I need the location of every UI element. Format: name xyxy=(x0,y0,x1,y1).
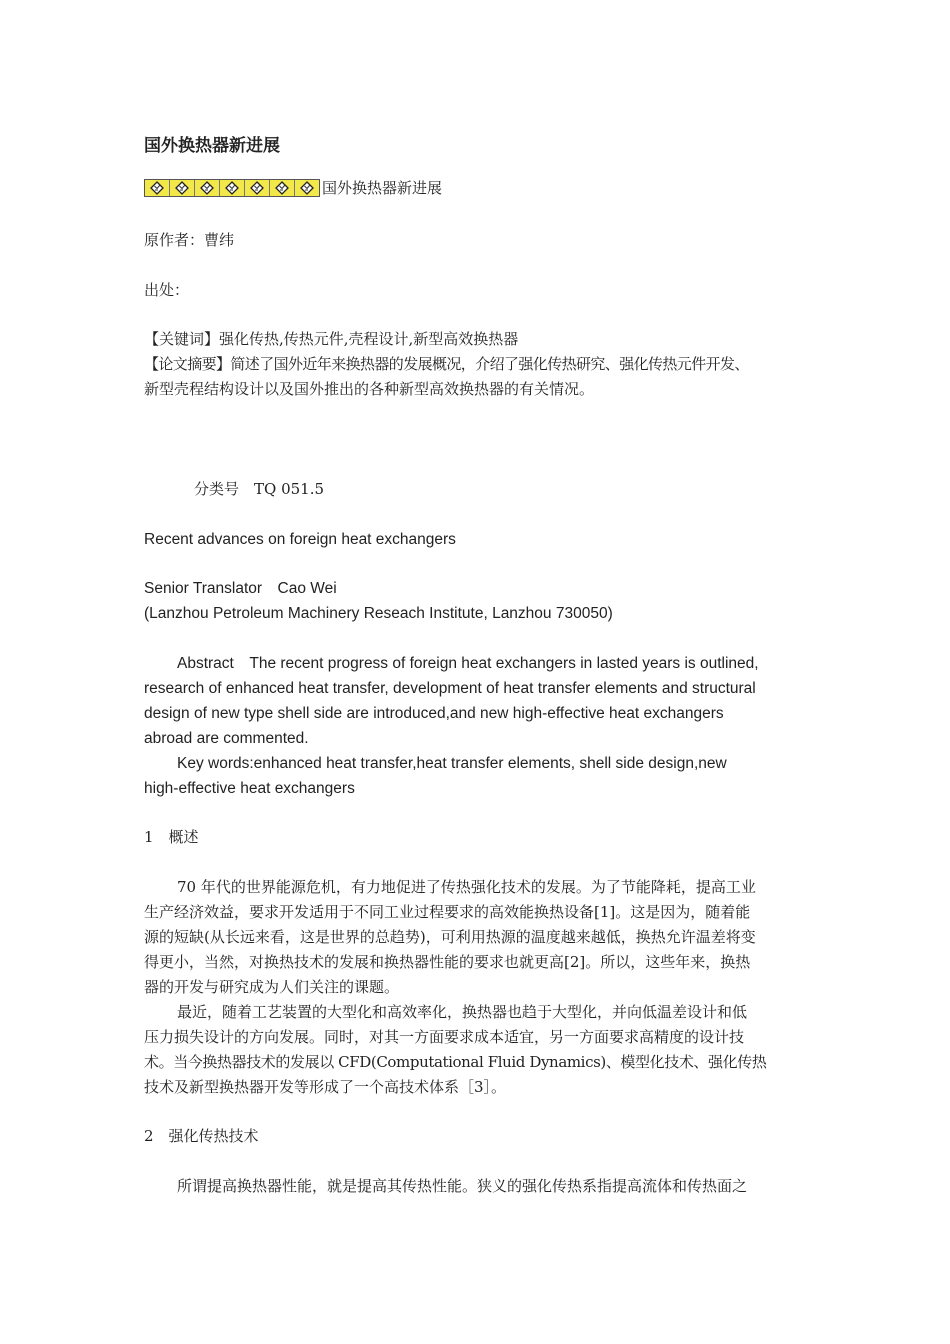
abstract-cn-line: 【论文摘要】简述了国外近年来换热器的发展概况，介绍了强化传热研究、强化传热元件开发、 xyxy=(144,355,749,373)
paragraph-line: 得更小，当然，对换热技术的发展和换热器性能的要求也就更高[2]。所以，这些年来，换热 xyxy=(144,953,751,971)
abstract-en-line: Abstract The recent progress of foreign heat exchangers in lasted years is outlined, xyxy=(177,655,759,672)
paragraph-line: 最近，随着工艺装置的大型化和高效率化，换热器也趋于大型化，并向低温差设计和低 xyxy=(177,1003,748,1021)
abstract-en-line: design of new type shell side are introduced,and new high-effective heat exchangers xyxy=(144,705,724,722)
affiliation: (Lanzhou Petroleum Machinery Reseach Institute, Lanzhou 730050) xyxy=(144,605,613,622)
decorative-diamond-icon xyxy=(245,180,270,196)
section-heading-2: 2 强化传热技术 xyxy=(144,1127,259,1145)
paragraph-line: 术。当今换热器技术的发展以 CFD(Computational Fluid Dynamics)、模型化技术、强化传热 xyxy=(144,1053,767,1071)
paragraph-line: 技术及新型换热器开发等形成了一个高技术体系［3］。 xyxy=(144,1078,507,1096)
classification: 分类号 TQ 051.5 xyxy=(194,480,325,498)
keywords-en-line: Key words:enhanced heat transfer,heat transfer elements, shell side design,new xyxy=(177,755,727,772)
paragraph-line: 70 年代的世界能源危机，有力地促进了传热强化技术的发展。为了节能降耗，提高工业 xyxy=(177,878,756,896)
source-line: 出处： xyxy=(144,281,190,299)
section-heading-1: 1 概述 xyxy=(144,828,199,846)
decorative-diamond-icon xyxy=(195,180,220,196)
abstract-en-line: research of enhanced heat transfer, development of heat transfer elements and structural xyxy=(144,680,756,697)
paragraph-line: 压力损失设计的方向发展。同时，对其一方面要求成本适宜，另一方面要求高精度的设计技 xyxy=(144,1028,745,1046)
keywords-cn: 【关键词】强化传热,传热元件,壳程设计,新型高效换热器 xyxy=(144,330,519,348)
paragraph-line: 器的开发与研究成为人们关注的课题。 xyxy=(144,978,400,996)
abstract-cn-line: 新型壳程结构设计以及国外推出的各种新型高效换热器的有关情况。 xyxy=(144,380,595,398)
paragraph-line: 源的短缺(从长远来看，这是世界的总趋势)，可利用热源的温度越来越低，换热允许温差将变 xyxy=(144,928,756,946)
decorative-diamond-icon xyxy=(170,180,195,196)
icon-row xyxy=(144,179,320,197)
decorative-diamond-icon xyxy=(295,180,319,196)
abstract-en-line: abroad are commented. xyxy=(144,730,309,747)
decorative-diamond-icon xyxy=(270,180,295,196)
keywords-en-line: high-effective heat exchangers xyxy=(144,780,355,797)
paragraph-line: 生产经济效益，要求开发适用于不同工业过程要求的高效能换热设备[1]。这是因为，随着能 xyxy=(144,903,751,921)
decorative-diamond-icon xyxy=(220,180,245,196)
paragraph-line: 所谓提高换热器性能，就是提高其传热性能。狭义的强化传热系指提高流体和传热面之 xyxy=(177,1177,748,1195)
doc-title: 国外换热器新进展 xyxy=(144,136,280,156)
translator: Senior Translator Cao Wei xyxy=(144,580,337,597)
decorative-diamond-icon xyxy=(145,180,170,196)
icon-strip xyxy=(144,178,442,198)
english-title: Recent advances on foreign heat exchangers xyxy=(144,531,456,548)
icon-strip-label: 国外换热器新进展 xyxy=(322,179,443,197)
author-line: 原作者：曹纬 xyxy=(144,231,235,249)
